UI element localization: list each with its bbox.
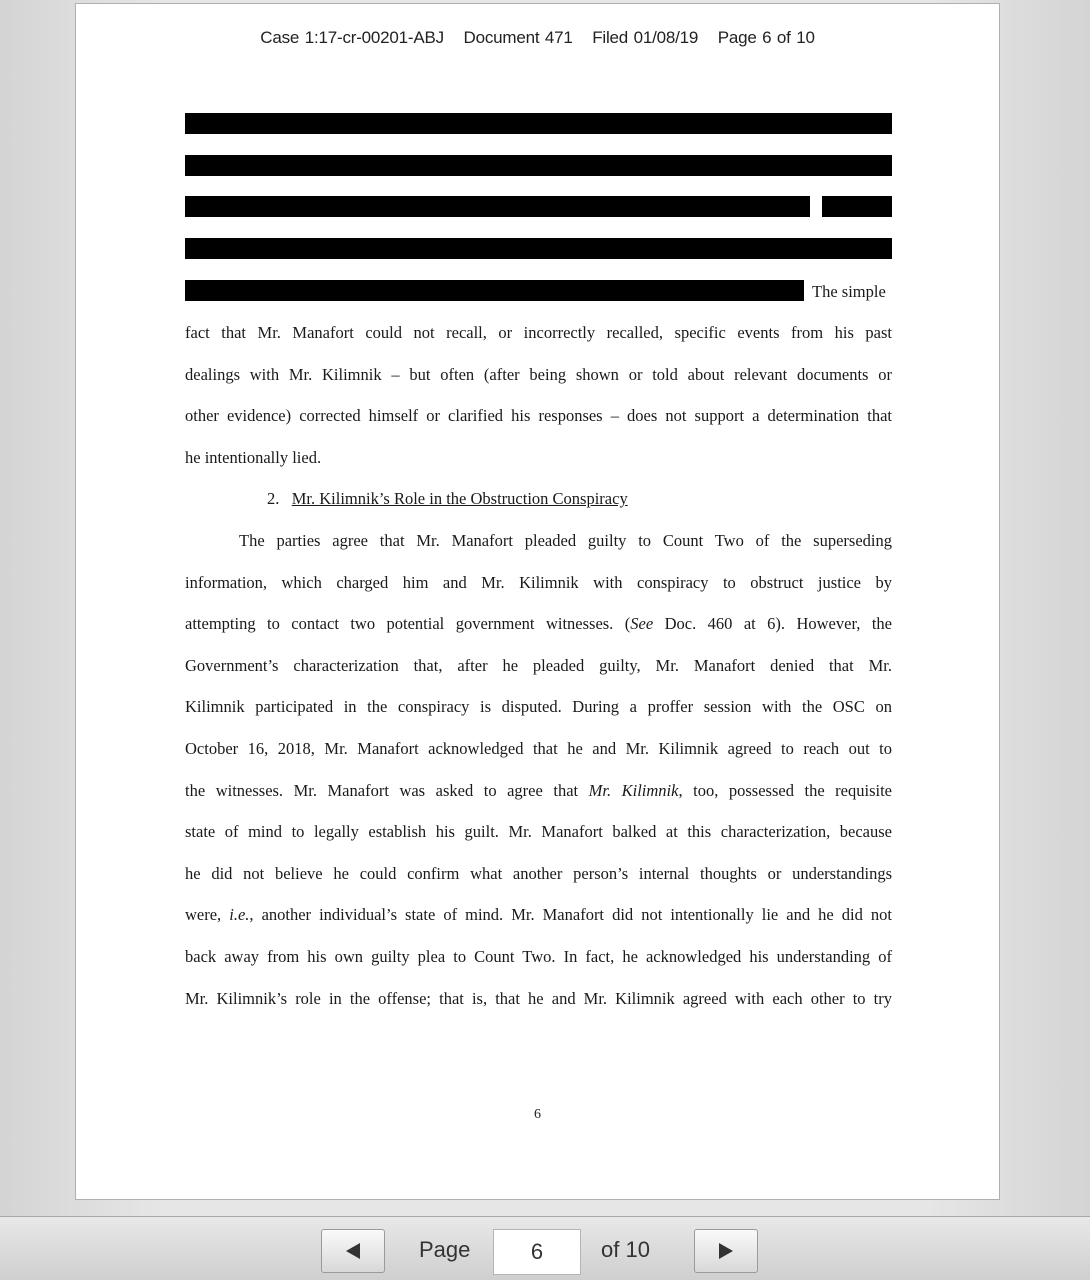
text-line: state of mind to legally establish his guilt. Mr. Manafort balked at this characterization, because xyxy=(185,822,892,842)
page-of: Page 6 of 10 xyxy=(717,28,815,47)
previous-page-button[interactable] xyxy=(321,1229,385,1273)
text-line: information, which charged him and Mr. Kilimnik with conspiracy to obstruct justice by xyxy=(185,572,892,592)
next-page-button[interactable] xyxy=(694,1229,758,1273)
page-header xyxy=(76,28,999,48)
text-segment: attempting to contact two potential government witnesses. ( xyxy=(185,614,631,634)
arrow-left-icon xyxy=(342,1240,364,1262)
text-segment: the witnesses. Mr. Manafort was asked to agree that xyxy=(185,780,589,800)
text-line: dealings with Mr. Kilimnik – but often (after being shown or told about relevant documents or xyxy=(185,364,892,384)
text-line xyxy=(185,603,892,645)
text-segment: were, xyxy=(185,905,230,925)
heading-text: Mr. Kilimnik’s Role in the Obstruction Conspiracy xyxy=(291,489,628,509)
text-line: Mr. Kilimnik’s role in the offense; that is, that he and Mr. Kilimnik agreed with each other to try xyxy=(185,988,892,1008)
text-line: The parties agree that Mr. Manafort pleaded guilty to Count Two of the superseding xyxy=(239,530,892,550)
text-line xyxy=(185,894,892,936)
filed-date: Filed 01/08/19 xyxy=(592,28,699,47)
case-number: Case 1:17-cr-00201-ABJ xyxy=(260,28,444,47)
text-line: other evidence) corrected himself or clarified his responses – does not support a determination that xyxy=(185,406,892,426)
text-segment: , another individual’s state of mind. Mr. Manafort did not intentionally lie and he did not xyxy=(249,905,892,925)
body-text xyxy=(185,312,892,1019)
text-line xyxy=(185,770,892,812)
text-italic: Mr. Kilimnik xyxy=(588,780,679,800)
heading-number: 2. xyxy=(267,489,280,509)
page-number: 6 xyxy=(534,1107,541,1122)
text-line: October 16, 2018, Mr. Manafort acknowledged that he and Mr. Kilimnik agreed to reach out to xyxy=(185,738,892,758)
redaction-bar xyxy=(185,113,892,134)
text-segment: Doc. 460 at 6). However, the xyxy=(653,614,892,634)
text-italic: i.e. xyxy=(229,905,250,925)
redaction-bar xyxy=(185,280,804,301)
page-number-input[interactable] xyxy=(493,1229,581,1275)
document-page xyxy=(75,3,1000,1200)
arrow-right-icon xyxy=(715,1240,737,1262)
redaction-bar xyxy=(185,155,892,176)
text-line: he did not believe he could confirm what another person’s internal thoughts or understandings xyxy=(185,863,892,883)
page-count-label: of 10 xyxy=(601,1237,650,1262)
text-line: he intentionally lied. xyxy=(185,447,322,467)
redaction-bar xyxy=(185,238,892,259)
page-label: Page xyxy=(419,1237,471,1262)
redaction-bar xyxy=(185,196,810,217)
page-navigation-toolbar xyxy=(0,1216,1090,1280)
text-line: back away from his own guilty plea to Count Two. In fact, he acknowledged his understanding of xyxy=(185,946,892,966)
text-line: Government’s characterization that, after he pleaded guilty, Mr. Manafort denied that Mr. xyxy=(185,655,892,675)
redaction-bar xyxy=(822,196,892,217)
text-line: Kilimnik participated in the conspiracy is disputed. During a proffer session with the OSC on xyxy=(185,697,892,717)
text-italic: See xyxy=(630,614,654,634)
text-line: The simple xyxy=(812,282,886,301)
section-heading xyxy=(185,478,892,520)
text-line: fact that Mr. Manafort could not recall, or incorrectly recalled, specific events from his past xyxy=(185,323,892,342)
text-segment: , too, possessed the requisite xyxy=(678,780,892,800)
document-number: Document 471 xyxy=(463,28,573,47)
